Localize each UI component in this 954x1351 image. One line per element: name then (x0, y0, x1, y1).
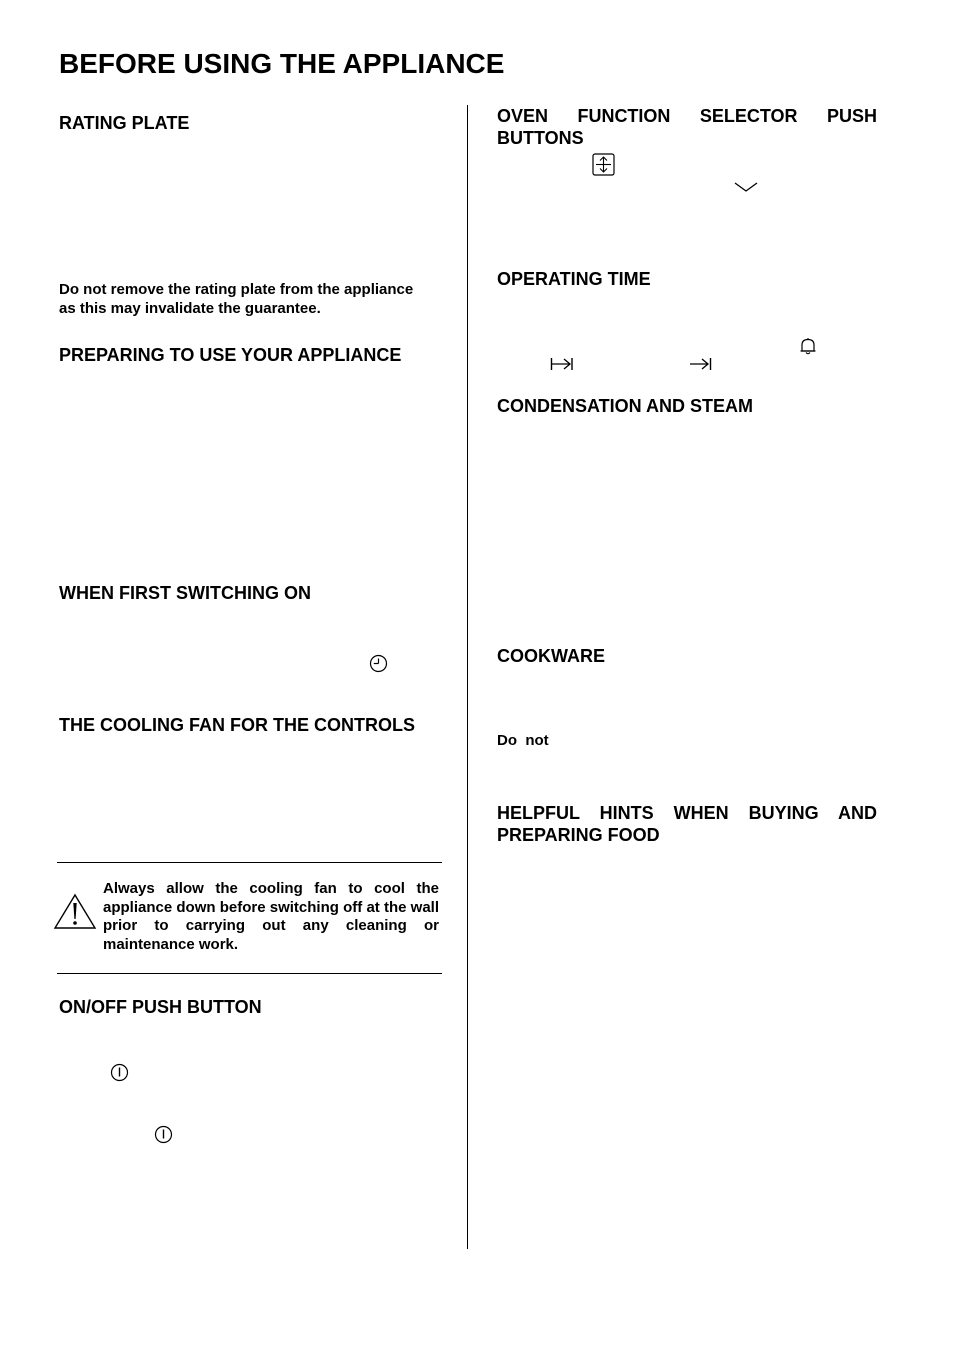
selector-updown-icon (592, 153, 615, 176)
operating-time-heading: OPERATING TIME (497, 269, 651, 289)
condensation-heading: CONDENSATION AND STEAM (497, 396, 753, 416)
oven-function-heading-line2: BUTTONS (497, 128, 584, 148)
rating-plate-note-line2: as this may invalidate the guarantee. (59, 300, 321, 317)
cookware-note: Do not (497, 732, 549, 749)
helpful-hints-heading-line2: PREPARING FOOD (497, 825, 660, 845)
chevron-down-icon (734, 181, 758, 193)
power-icon (110, 1063, 129, 1082)
helpful-hints-heading-line1: HELPFUL HINTS WHEN BUYING AND (497, 803, 877, 823)
duration-icon (550, 356, 574, 372)
rating-plate-note (59, 280, 449, 318)
page-title: BEFORE USING THE APPLIANCE (59, 48, 505, 79)
oven-function-heading-line1: OVEN FUNCTION SELECTOR PUSH (497, 106, 877, 126)
clock-icon (369, 654, 388, 673)
bell-icon (799, 337, 817, 356)
rating-plate-heading: RATING PLATE (59, 113, 190, 133)
warning-triangle-icon (53, 893, 97, 930)
power-icon (154, 1125, 173, 1144)
onoff-heading: ON/OFF PUSH BUTTON (59, 997, 262, 1017)
preparing-heading: PREPARING TO USE YOUR APPLIANCE (59, 345, 402, 365)
first-switching-on-heading: WHEN FIRST SWITCHING ON (59, 583, 311, 603)
warning-top-rule (57, 862, 442, 863)
warning-bottom-rule (57, 973, 442, 974)
cooling-fan-warning: Always allow the cooling fan to cool the appliance down before switching off at the wall prior to carrying out any cleaning or maintenance work. (103, 880, 439, 954)
column-divider (467, 105, 468, 1249)
cooling-fan-heading: THE COOLING FAN FOR THE CONTROLS (59, 715, 415, 735)
rating-plate-note-line1: Do not remove the rating plate from the appliance (59, 281, 414, 298)
cookware-heading: COOKWARE (497, 646, 605, 666)
end-time-icon (689, 356, 713, 372)
